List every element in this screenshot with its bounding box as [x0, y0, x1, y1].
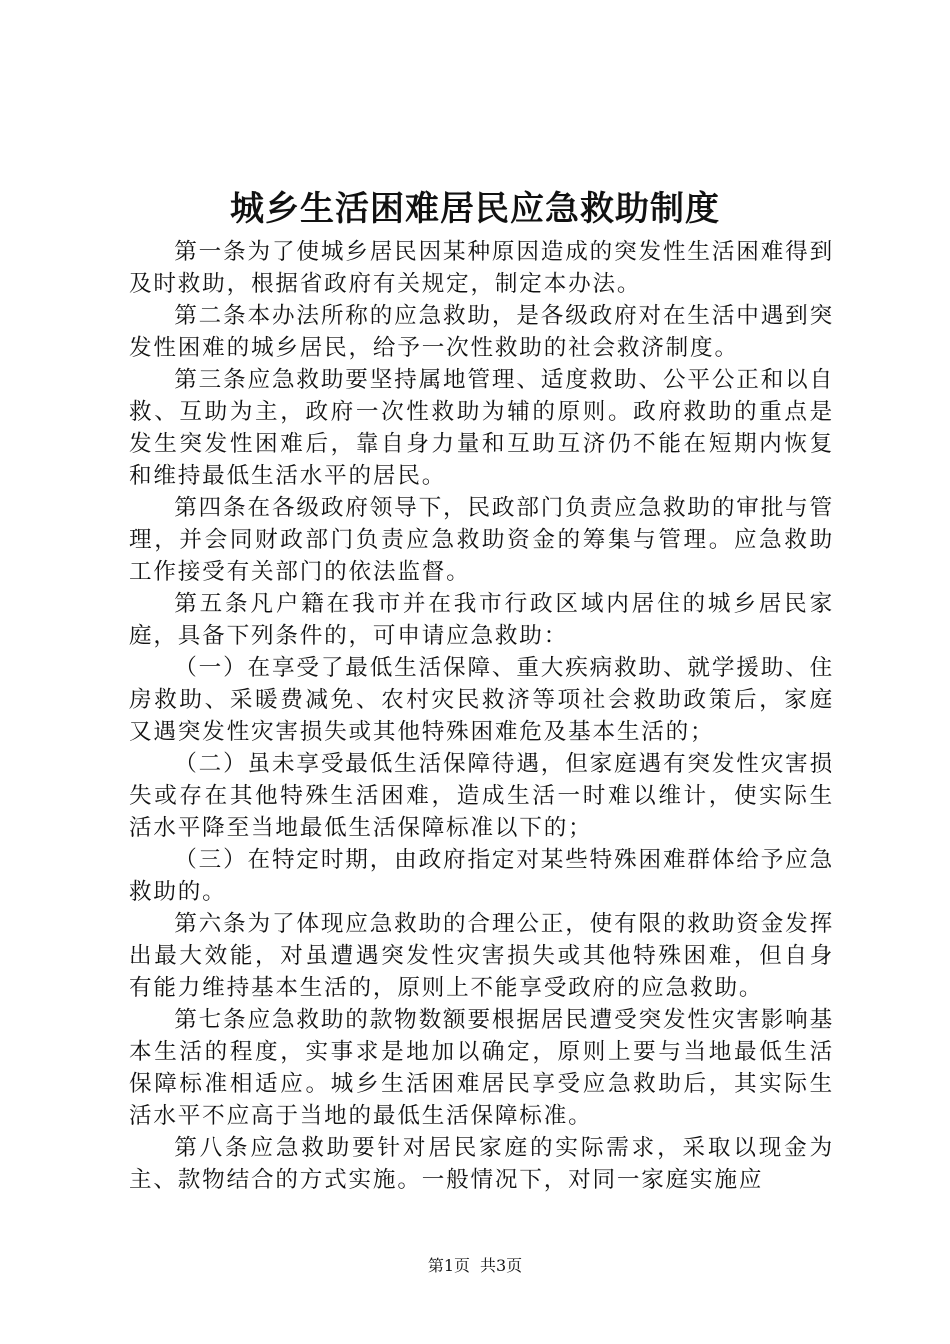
paragraph-condition-1: （一）在享受了最低生活保障、重大疾病救助、就学援助、住房救助、采暖费减免、农村灾民救济等项社会救助政策后，家庭又遇突发性灾害损失或其他特殊困难危及基本生活的；: [129, 655, 834, 745]
page-number: 第1页: [427, 1256, 470, 1275]
document-body: [129, 236, 834, 1196]
paragraph-condition-3: （三）在特定时期，由政府指定对某些特殊困难群体给予应急救助的。: [129, 847, 834, 905]
paragraph-article-5: 第五条凡户籍在我市并在我市行政区域内居住的城乡居民家庭，具备下列条件的，可申请应急救助：: [129, 591, 834, 649]
page-footer: [0, 1255, 950, 1277]
document-title: 城乡生活困难居民应急救助制度: [230, 189, 720, 229]
paragraph-condition-2: （二）虽未享受最低生活保障待遇，但家庭遇有突发性灾害损失或存在其他特殊生活困难，造成生活一时难以维计，使实际生活水平降至当地最低生活保障标准以下的；: [129, 751, 834, 841]
page-total: 共3页: [480, 1256, 523, 1275]
paragraph-article-4: 第四条在各级政府领导下，民政部门负责应急救助的审批与管理，并会同财政部门负责应急救助资金的筹集与管理。应急救助工作接受有关部门的依法监督。: [129, 495, 834, 585]
paragraph-article-6: 第六条为了体现应急救助的合理公正，使有限的救助资金发挥出最大效能，对虽遭遇突发性灾害损失或其他特殊困难，但自身有能力维持基本生活的，原则上不能享受政府的应急救助。: [129, 911, 834, 1001]
paragraph-article-1: 第一条为了使城乡居民因某种原因造成的突发性生活困难得到及时救助，根据省政府有关规定，制定本办法。: [129, 239, 834, 297]
paragraph-article-8: 第八条应急救助要针对居民家庭的实际需求，采取以现金为主、款物结合的方式实施。一般情况下，对同一家庭实施应: [129, 1135, 834, 1193]
paragraph-article-2: 第二条本办法所称的应急救助，是各级政府对在生活中遇到突发性困难的城乡居民，给予一次性救助的社会救济制度。: [129, 303, 834, 361]
paragraph-article-7: 第七条应急救助的款物数额要根据居民遭受突发性灾害影响基本生活的程度，实事求是地加以确定，原则上要与当地最低生活保障标准相适应。城乡生活困难居民享受应急救助后，其实际生活水平不应高于当地的最低生活保障标准。: [129, 1007, 834, 1129]
paragraph-article-3: 第三条应急救助要坚持属地管理、适度救助、公平公正和以自救、互助为主，政府一次性救助为辅的原则。政府救助的重点是发生突发性困难后，靠自身力量和互助互济仍不能在短期内恢复和维持最低生活水平的居民。: [129, 367, 834, 489]
